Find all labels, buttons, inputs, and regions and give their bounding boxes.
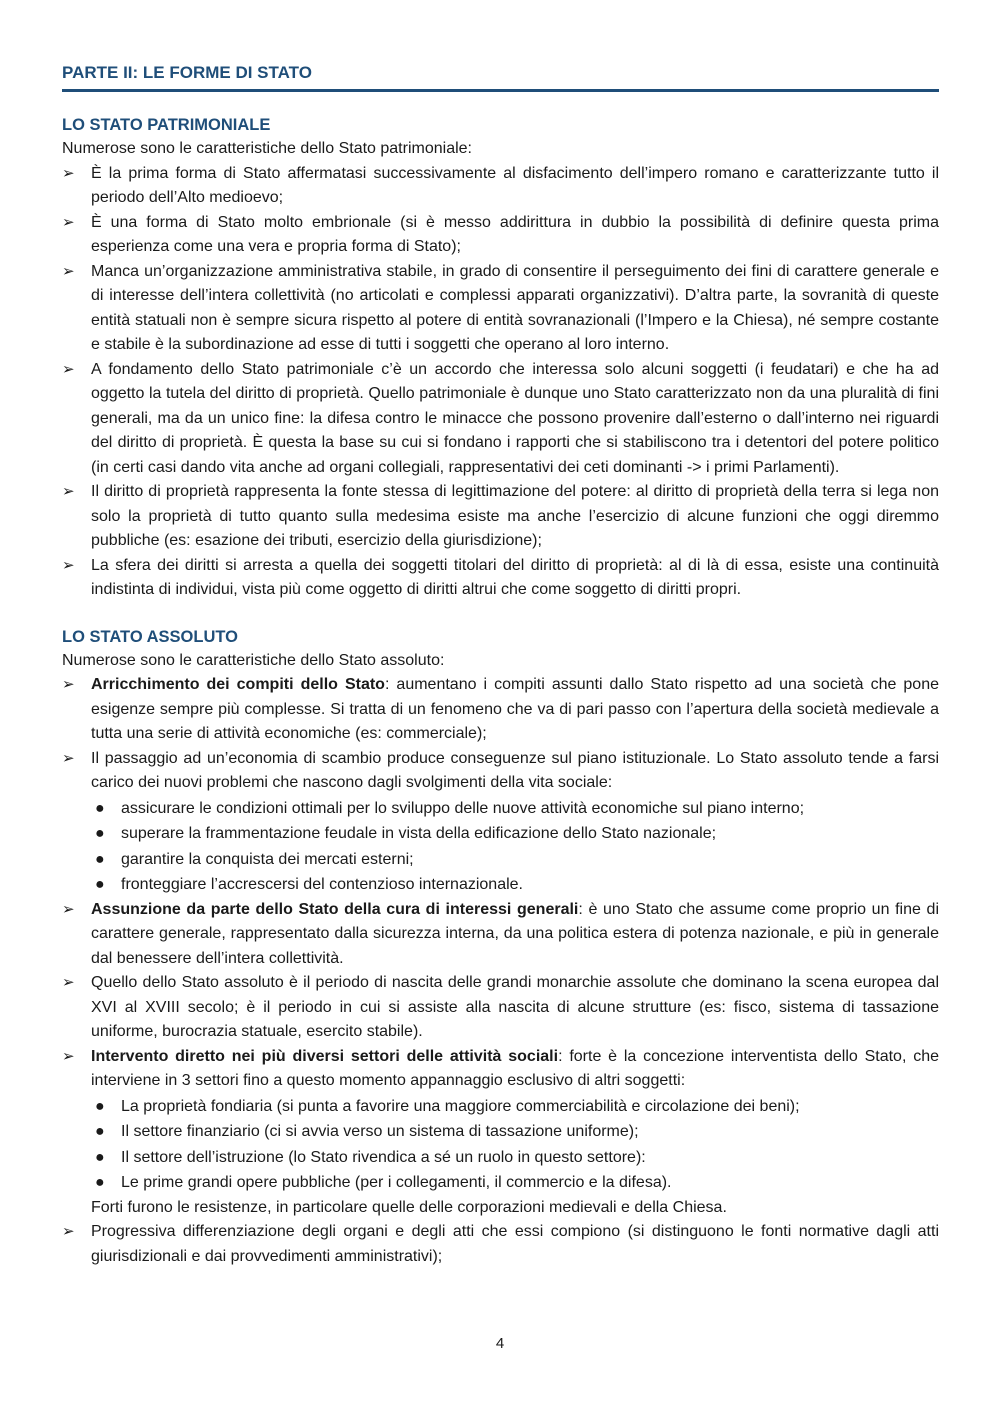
arrow-bullet-icon: ➢ bbox=[62, 1047, 75, 1065]
sub-list-item-text: Le prime grandi opere pubbliche (per i collegamenti, il commercio e la difesa). bbox=[121, 1174, 672, 1191]
dot-bullet-icon: ● bbox=[95, 876, 105, 893]
sub-list bbox=[91, 796, 939, 898]
dot-bullet-icon: ● bbox=[95, 1174, 105, 1191]
document-page bbox=[62, 60, 939, 1269]
list-item-text: A fondamento dello Stato patrimoniale c’è un accordo che interessa solo alcuni soggetti (i feudatari) e che ha ad oggetto la tutela del diritto di proprietà. Quello patrimoniale è dunque uno Stato caratterizzato non da una pluralità di fini generali, ma da un unico fine: la difesa contro le minacce che possono provenire dall’esterno o dall’interno nei riguardi del diritto di proprietà. È questa la base su cui si fondano i rapporti che si stabiliscono tra i detentori del potere politico (in certi casi dando vita anche ad organi collegiali, rappresentativi dei ceti dominanti -> i primi Parlamenti). bbox=[91, 360, 939, 476]
characteristics-list bbox=[62, 673, 939, 1269]
section-title-stato-patrimoniale: LO STATO PATRIMONIALE bbox=[62, 116, 271, 134]
arrow-bullet-icon: ➢ bbox=[62, 1223, 75, 1240]
sub-list-item-text: Il settore dell’istruzione (lo Stato rivendica a sé un ruolo in questo settore): bbox=[121, 1148, 646, 1166]
dot-bullet-icon: ● bbox=[95, 825, 105, 842]
list-item-text: Il passaggio ad un’economia di scambio produce conseguenze sul piano istituzionale. Lo Stato assoluto tende a farsi carico dei nuovi problemi che nascono dagli svolgimenti della vita sociale: bbox=[91, 749, 939, 791]
list-item bbox=[62, 1045, 939, 1221]
list-item bbox=[62, 358, 939, 481]
sub-list-item bbox=[91, 1145, 939, 1171]
list-item-text: : è uno Stato che assume come proprio un fine di carattere generale, rappresentato dalla sicurezza interna, da una politica estera di potenza nazionale, e più in generale dal benessere dell’intera collettività. bbox=[91, 900, 940, 967]
page-number: 4 bbox=[495, 1335, 505, 1352]
sub-list bbox=[91, 1094, 939, 1196]
arrow-bullet-icon: ➢ bbox=[62, 213, 75, 231]
dot-bullet-icon: ● bbox=[95, 1148, 105, 1166]
list-item bbox=[62, 1220, 939, 1269]
sub-list-item-text: La proprietà fondiaria (si punta a favorire una maggiore commerciabilità e circolazione dei beni); bbox=[121, 1097, 800, 1115]
list-item bbox=[62, 211, 939, 260]
part-title: PARTE II: LE FORME DI STATO bbox=[62, 60, 939, 92]
list-item-text: : forte è la concezione interventista dello Stato, che interviene in 3 settori fino a questo momento appannaggio esclusivo di altri soggetti: bbox=[91, 1047, 939, 1089]
sub-list-item bbox=[91, 1119, 939, 1145]
section-intro: Numerose sono le caratteristiche dello Stato assoluto: bbox=[62, 651, 445, 669]
arrow-bullet-icon: ➢ bbox=[62, 164, 75, 182]
arrow-bullet-icon: ➢ bbox=[62, 360, 75, 378]
dot-bullet-icon: ● bbox=[95, 799, 105, 817]
list-item bbox=[62, 162, 939, 211]
arrow-bullet-icon: ➢ bbox=[62, 749, 75, 767]
characteristics-list bbox=[62, 162, 939, 603]
sub-list-item bbox=[91, 872, 939, 898]
sub-list-item bbox=[91, 821, 939, 847]
arrow-bullet-icon: ➢ bbox=[62, 556, 75, 574]
sub-list-item bbox=[91, 796, 939, 822]
list-item bbox=[62, 554, 939, 603]
list-item-bold-text: Arricchimento dei compiti dello Stato bbox=[91, 676, 385, 693]
dot-bullet-icon: ● bbox=[95, 1097, 105, 1115]
section-title-stato-assoluto: LO STATO ASSOLUTO bbox=[62, 627, 239, 646]
list-item-text: È la prima forma di Stato affermatasi successivamente al disfacimento dell’impero romano e caratterizzante tutto il periodo dell’Alto medioevo; bbox=[91, 164, 939, 206]
arrow-bullet-icon: ➢ bbox=[62, 483, 75, 500]
sub-list-item bbox=[91, 1170, 939, 1196]
arrow-bullet-icon: ➢ bbox=[62, 676, 75, 693]
sub-list-item bbox=[91, 1094, 939, 1120]
list-item-text: È una forma di Stato molto embrionale (si è messo addirittura in dubbio la possibilità di definire questa prima esperienza come una vera e propria forma di Stato); bbox=[91, 213, 939, 255]
list-item bbox=[62, 898, 939, 972]
sub-list-item-text: assicurare le condizioni ottimali per lo sviluppo delle nuove attività economiche sul piano interno; bbox=[121, 799, 805, 817]
list-item-text: Progressiva differenziazione degli organi e degli atti che essi compiono (si distinguono le fonti normative dagli atti giurisdizionali e dai provvedimenti amministrativi); bbox=[91, 1223, 939, 1265]
list-item-text: : aumentano i compiti assunti dallo Stato rispetto ad una società che pone esigenze sempre più complesse. Si tratta di un fenomeno che va di pari passo con l’apertura della società medievale a tutta una serie di attività economiche (es: commerciale); bbox=[91, 676, 939, 742]
list-item-note: Forti furono le resistenze, in particolare quelle delle corporazioni medievali e della Chiesa. bbox=[91, 1198, 727, 1216]
dot-bullet-icon: ● bbox=[95, 850, 105, 868]
sub-list-item-text: garantire la conquista dei mercati esterni; bbox=[121, 850, 414, 868]
list-item bbox=[62, 747, 939, 898]
arrow-bullet-icon: ➢ bbox=[62, 262, 75, 280]
dot-bullet-icon: ● bbox=[95, 1123, 105, 1140]
list-item bbox=[62, 260, 939, 358]
list-item-bold-text: Assunzione da parte dello Stato della cura di interessi generali bbox=[91, 900, 579, 918]
list-item-text: Quello dello Stato assoluto è il periodo di nascita delle grandi monarchie assolute che dominano la scena europea dal XVI al XVIII secolo; è il periodo in cui si assiste alla nascita di alcune strutture (es: fisco, sistema di tassazione uniforme, burocrazia statuale, esercito stabile). bbox=[91, 974, 939, 1040]
arrow-bullet-icon: ➢ bbox=[62, 900, 75, 918]
list-item bbox=[62, 480, 939, 554]
list-item bbox=[62, 971, 939, 1045]
list-item-bold-text: Intervento diretto nei più diversi settori delle attività sociali bbox=[91, 1047, 559, 1065]
sub-list-item bbox=[91, 847, 939, 873]
section-intro: Numerose sono le caratteristiche dello Stato patrimoniale: bbox=[62, 140, 472, 157]
sub-list-item-text: fronteggiare l’accrescersi del contenzioso internazionale. bbox=[121, 876, 523, 893]
sub-list-item-text: superare la frammentazione feudale in vista della edificazione dello Stato nazionale; bbox=[121, 825, 717, 842]
list-item-text: Manca un’organizzazione amministrativa stabile, in grado di consentire il perseguimento dei fini di carattere generale e di interesse dell’intera collettività (no articolati e complessi apparati organizzativi). D’altra parte, la sovranità di queste entità statuali non è sempre sicura rispetto al potere di entità sovranazionali (l’Impero e la Chiesa), né sempre costante e stabile è la subordinazione ad esse di tutti i soggetti che operano al loro interno. bbox=[91, 262, 939, 353]
list-item bbox=[62, 673, 939, 747]
list-item-text: Il diritto di proprietà rappresenta la fonte stessa di legittimazione del potere: al diritto di proprietà della terra si lega non solo la proprietà di tutto quanto sulla medesima esiste ma anche l’esercizio di alcune funzioni che oggi diremmo pubbliche (es: esazione dei tributi, esercizio della giurisdizione); bbox=[91, 483, 939, 549]
list-item-text: La sfera dei diritti si arresta a quella dei soggetti titolari del diritto di proprietà: al di là di essa, esiste una continuità indistinta di individui, vista più come oggetto di diritti altrui che come soggetto di diritti propri. bbox=[91, 556, 939, 598]
arrow-bullet-icon: ➢ bbox=[62, 974, 75, 991]
sub-list-item-text: Il settore finanziario (ci si avvia verso un sistema di tassazione uniforme); bbox=[121, 1123, 639, 1140]
